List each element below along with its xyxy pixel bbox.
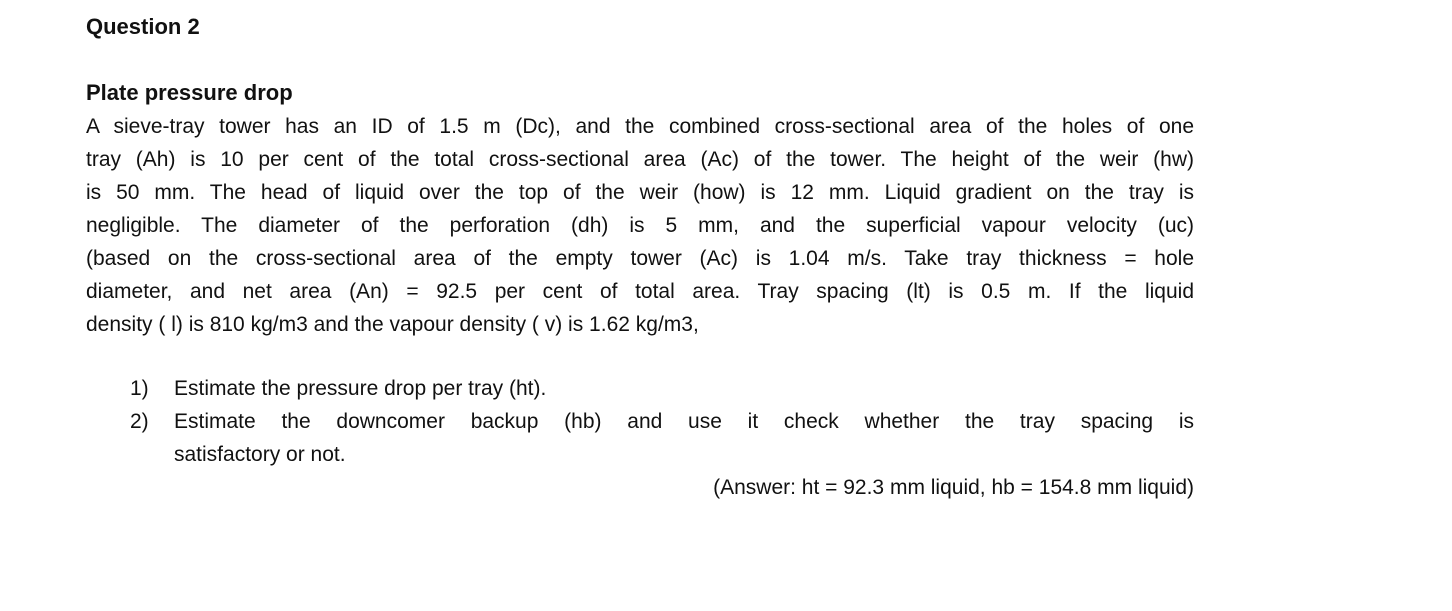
problem-paragraph bbox=[86, 110, 1194, 341]
list-item bbox=[130, 372, 1194, 405]
paragraph-line: tray (Ah) is 10 per cent of the total cross-sectional area (Ac) of the tower. The height of the weir (hw) bbox=[86, 148, 1194, 171]
list-text bbox=[174, 372, 1194, 405]
paragraph-line: is 50 mm. The head of liquid over the top of the weir (how) is 12 mm. Liquid gradient on the tray is bbox=[86, 181, 1194, 204]
paragraph-line: (based on the cross-sectional area of the empty tower (Ac) is 1.04 m/s. Take tray thickness = hole bbox=[86, 247, 1194, 270]
list-number: 2) bbox=[130, 410, 149, 433]
list-line: satisfactory or not. bbox=[174, 443, 346, 466]
list-text bbox=[174, 405, 1194, 471]
task-list bbox=[130, 372, 1194, 471]
list-item bbox=[130, 405, 1194, 471]
question-title: Question 2 bbox=[86, 14, 200, 39]
paragraph-line: negligible. The diameter of the perforation (dh) is 5 mm, and the superficial vapour velocity (uc) bbox=[86, 214, 1194, 237]
section-title: Plate pressure drop bbox=[86, 80, 293, 105]
paragraph-line: A sieve-tray tower has an ID of 1.5 m (Dc), and the combined cross-sectional area of the holes of one bbox=[86, 115, 1194, 138]
list-number: 1) bbox=[130, 377, 149, 400]
paragraph-line: density ( l) is 810 kg/m3 and the vapour density ( v) is 1.62 kg/m3, bbox=[86, 313, 699, 336]
list-line: Estimate the pressure drop per tray (ht). bbox=[174, 377, 547, 400]
answer-text: (Answer: ht = 92.3 mm liquid, hb = 154.8 mm liquid) bbox=[713, 476, 1194, 499]
list-line: Estimate the downcomer backup (hb) and use it check whether the tray spacing is bbox=[174, 410, 1194, 433]
paragraph-line: diameter, and net area (An) = 92.5 per cent of total area. Tray spacing (lt) is 0.5 m. If the liquid bbox=[86, 280, 1194, 303]
